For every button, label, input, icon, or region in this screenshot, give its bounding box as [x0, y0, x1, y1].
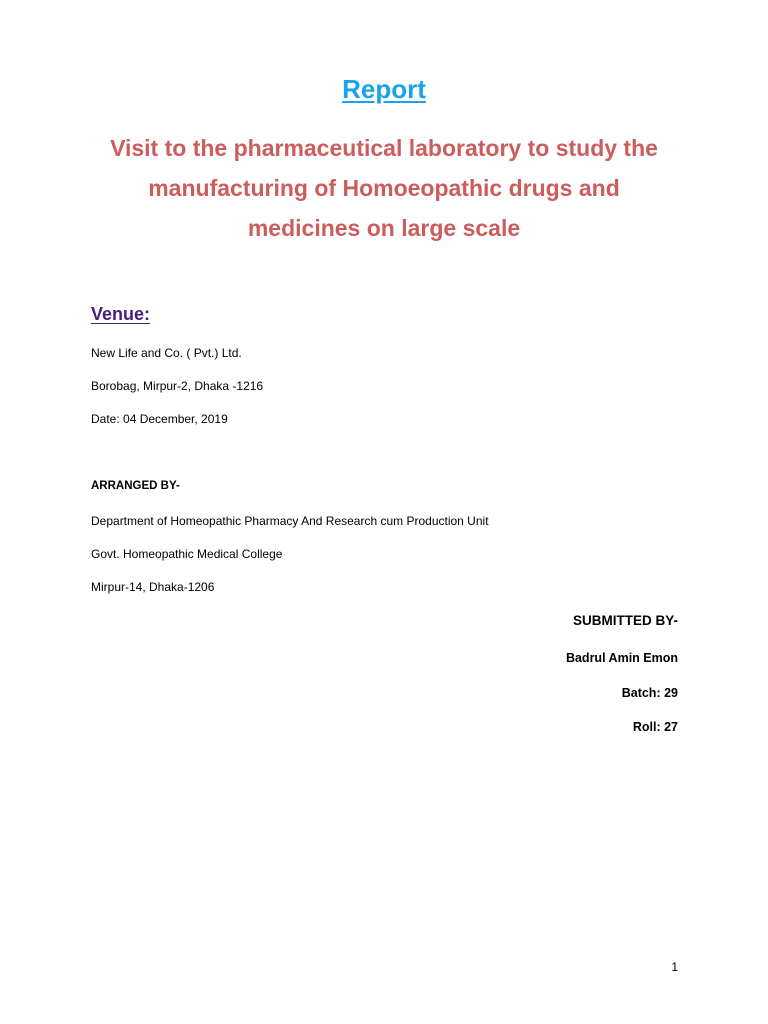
arranged-by-address: Mirpur-14, Dhaka-1206: [91, 580, 215, 594]
submitter-name: Badrul Amin Emon: [565, 651, 678, 665]
main-title-line-1: Visit to the pharmaceutical laboratory to study the: [110, 135, 658, 161]
submitter-roll: Roll: 27: [632, 720, 678, 734]
venue-date: Date: 04 December, 2019: [91, 412, 228, 426]
arranged-by-department: Department of Homeopathic Pharmacy And Research cum Production Unit: [91, 514, 489, 528]
main-title-line-2: manufacturing of Homoeopathic drugs and: [148, 175, 620, 201]
main-title: [64, 128, 704, 248]
page-number: 1: [671, 960, 678, 974]
report-heading: Report: [342, 74, 426, 104]
venue-company: New Life and Co. ( Pvt.) Ltd.: [91, 346, 242, 360]
arranged-by-college: Govt. Homeopathic Medical College: [91, 547, 283, 561]
venue-address: Borobag, Mirpur-2, Dhaka -1216: [91, 379, 264, 393]
main-title-line-3: medicines on large scale: [247, 215, 521, 241]
submitter-batch: Batch: 29: [621, 686, 678, 700]
submitted-by-heading: SUBMITTED BY-: [572, 613, 678, 628]
venue-heading: Venue:: [91, 304, 151, 324]
arranged-by-heading: ARRANGED BY-: [91, 480, 180, 492]
